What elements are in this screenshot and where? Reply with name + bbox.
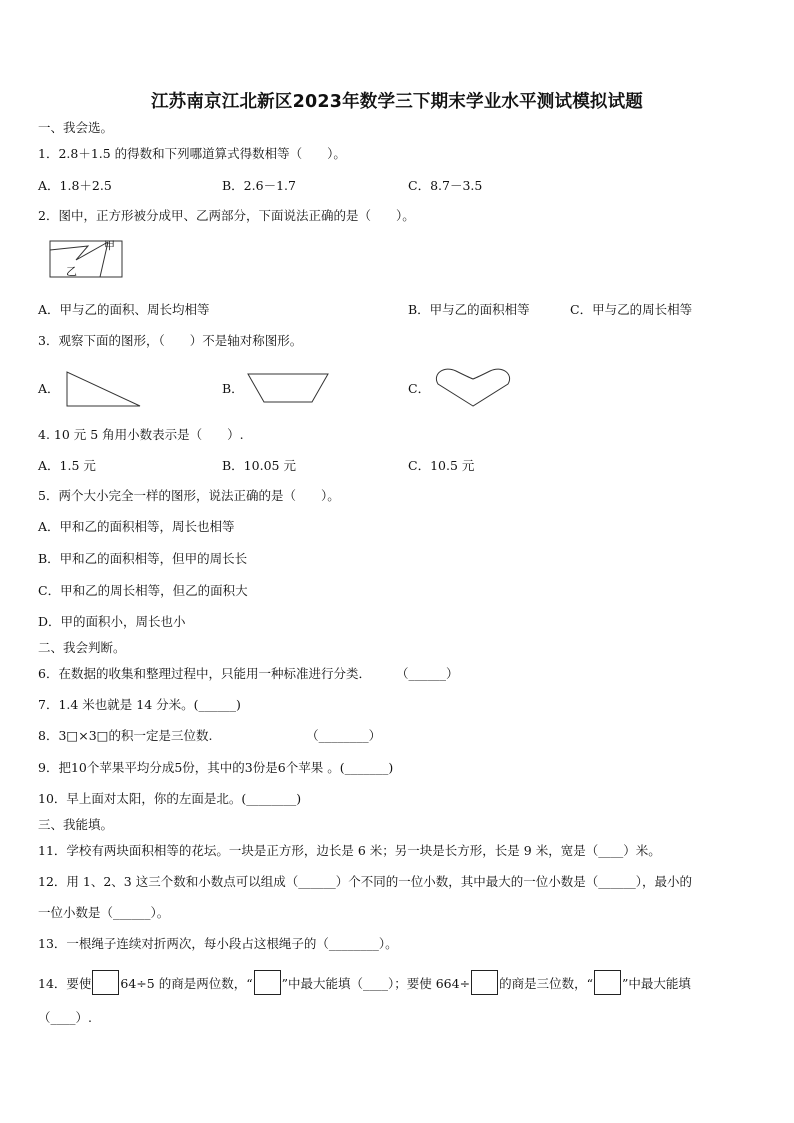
section-heading-fill: 三、我能填。	[38, 817, 114, 832]
question-14-text-1: 14．要使	[38, 976, 92, 991]
answer-box	[594, 970, 621, 995]
square-division-figure	[48, 238, 128, 280]
figure-label-yi: 乙	[66, 265, 77, 278]
question-2-option-c: C．甲与乙的周长相等	[570, 302, 693, 317]
question-14-text-3: ”中最大能填（____）；要使 664÷	[281, 976, 471, 991]
section-heading-choice: 一、我会选。	[38, 120, 114, 135]
question-3-option-b: B．	[222, 381, 244, 396]
heart-figure	[434, 366, 512, 408]
question-5-option-d: D．甲的面积小，周长也小	[38, 614, 186, 629]
question-14-text-5: ”中最大能填	[621, 976, 691, 991]
question-13: 13．一根绳子连续对折两次，每小段占这根绳子的（________）。	[38, 936, 398, 951]
section-heading-judge: 二、我会判断。	[38, 640, 126, 655]
question-4-option-c: C．10.5 元	[408, 458, 475, 473]
question-5-option-c: C．甲和乙的周长相等，但乙的面积大	[38, 583, 248, 598]
question-9: 9．把10个苹果平均分成5份，其中的3份是6个苹果 。(_______)	[38, 760, 394, 775]
question-14-line-2: （____）.	[38, 1010, 92, 1025]
question-14-text-4: 的商是三位数，“	[499, 976, 593, 991]
question-6: 6．在数据的收集和整理过程中，只能用一种标准进行分类． （______）	[38, 666, 459, 681]
question-5-option-b: B．甲和乙的面积相等，但甲的周长长	[38, 551, 248, 566]
question-1-stem: 1．2.8＋1.5 的得数和下列哪道算式得数相等（ ）。	[38, 146, 346, 161]
answer-box	[254, 970, 281, 995]
question-14-line-1	[38, 970, 691, 995]
question-1-option-c: C．8.7－3.5	[408, 178, 483, 193]
trapezoid-figure	[246, 372, 332, 406]
question-3-option-a: A．	[38, 381, 60, 396]
question-3-stem: 3．观察下面的图形，（ ）不是轴对称图形。	[38, 333, 303, 348]
question-14-text-2: 64÷5 的商是两位数，“	[120, 976, 253, 991]
question-5-option-a: A．甲和乙的面积相等，周长也相等	[38, 519, 235, 534]
question-2-stem: 2．图中，正方形被分成甲、乙两部分，下面说法正确的是（ ）。	[38, 208, 415, 223]
question-10: 10．早上面对太阳，你的左面是北。(________)	[38, 791, 302, 806]
question-7: 7．1.4 米也就是 14 分米。(______)	[38, 697, 241, 712]
question-5-stem: 5．两个大小完全一样的图形，说法正确的是（ ）。	[38, 488, 340, 503]
question-4-option-a: A．1.5 元	[38, 458, 96, 473]
question-2-option-b: B．甲与乙的面积相等	[408, 302, 530, 317]
question-8: 8．3□×3□的积一定是三位数. （________）	[38, 728, 382, 743]
question-3-option-c: C．	[408, 381, 431, 396]
question-1-option-a: A．1.8＋2.5	[38, 178, 112, 193]
question-12-line-2: 一位小数是（______）。	[38, 905, 170, 920]
question-2-option-a: A．甲与乙的面积、周长均相等	[38, 302, 210, 317]
right-triangle-figure	[64, 370, 144, 408]
question-4-stem: 4. 10 元 5 角用小数表示是（ ）.	[38, 427, 244, 442]
question-11: 11．学校有两块面积相等的花坛。一块是正方形，边长是 6 米；另一块是长方形，长是 9 米，宽是（____）米。	[38, 843, 661, 858]
page-title: 江苏南京江北新区2023年数学三下期末学业水平测试模拟试题	[150, 92, 643, 112]
question-12-line-1: 12．用 1、2、3 这三个数和小数点可以组成（______）个不同的一位小数，其中最大的一位小数是（______），最小的	[38, 874, 692, 889]
question-4-option-b: B．10.05 元	[222, 458, 296, 473]
question-1-option-b: B．2.6－1.7	[222, 178, 296, 193]
figure-label-jia: 甲	[104, 239, 115, 252]
answer-box	[471, 970, 498, 995]
answer-box	[92, 970, 119, 995]
